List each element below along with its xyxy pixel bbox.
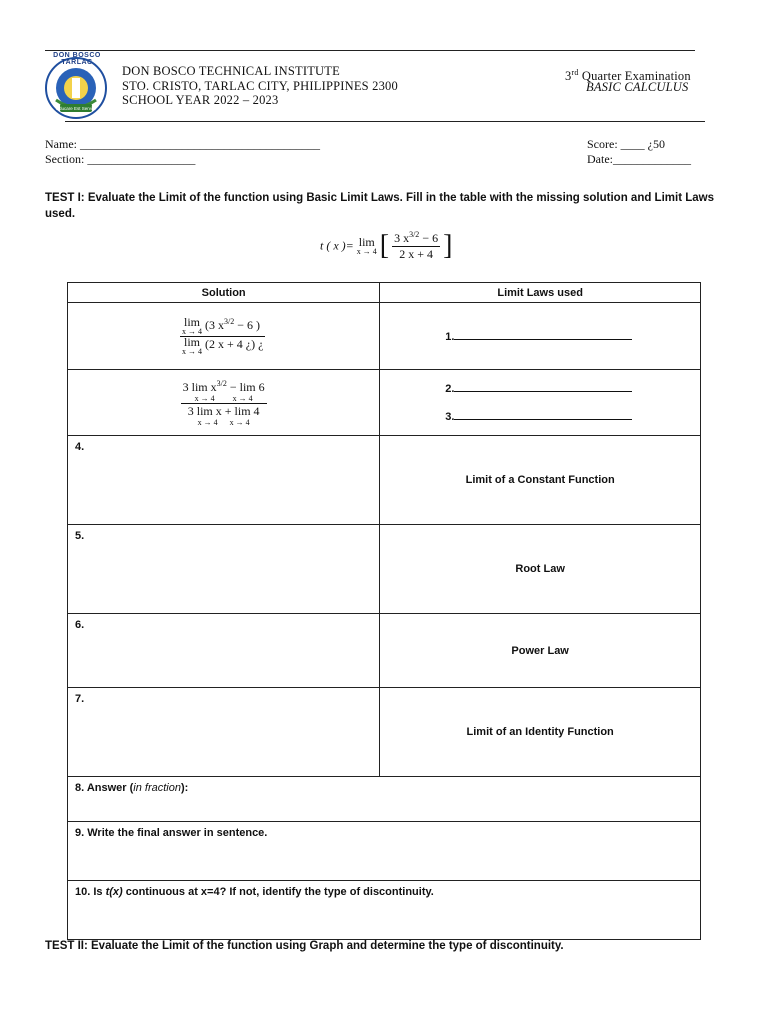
test1-instruction: TEST I: Evaluate the Limit of the function using Basic Limit Laws. Fill in the table with the missing solution and Limit Laws used. [45, 192, 714, 220]
row1-law[interactable]: 1. [380, 303, 701, 370]
row5-solution[interactable]: 5. [68, 525, 380, 614]
subject-name: BASIC CALCULUS [586, 80, 689, 94]
row6-law: Power Law [380, 614, 701, 688]
school-name: DON BOSCO TECHNICAL INSTITUTE [122, 64, 340, 78]
q10-answer[interactable]: 10. Is t(x) continuous at x=4? If not, identify the type of discontinuity. [68, 881, 701, 940]
function-formula: t ( x )= lim x → 4 [ $\frac{3 x^{3/2} - 6}{2 x + 4}$ ] [320, 230, 453, 261]
row7-law: Limit of an Identity Function [380, 688, 701, 777]
row4-law: Limit of a Constant Function [380, 436, 701, 525]
exam-title: 3rd Quarter Examination [565, 68, 691, 84]
answer-blank[interactable] [454, 381, 632, 392]
score-field[interactable]: Score: ____ ¿50 [587, 137, 665, 151]
solution-table [67, 282, 701, 940]
date-field[interactable]: Date:_____________ [587, 152, 691, 166]
header-rule [65, 121, 705, 122]
section-field[interactable]: Section: __________________ [45, 152, 196, 166]
row5-law: Root Law [380, 525, 701, 614]
name-field[interactable]: Name: ________________________________________ [45, 137, 320, 151]
row6-solution[interactable]: 6. [68, 614, 380, 688]
q8-answer[interactable]: 8. Answer (in fraction): [68, 777, 701, 822]
row1-solution: lim x → 4 (3 $x^{3/2} - 6$ ) lim x → 4 (2 x + 4 ¿) ¿ [68, 303, 380, 370]
logo-text: DON BOSCO TARLAC [53, 52, 101, 66]
logo-motto: Educare Est Servire [55, 106, 97, 111]
row2-law[interactable]: 2. 3. [380, 370, 701, 436]
row4-solution[interactable]: 4. [68, 436, 380, 525]
school-year: SCHOOL YEAR 2022 – 2023 [122, 93, 279, 107]
q9-answer[interactable]: 9. Write the final answer in sentence. [68, 822, 701, 881]
row7-solution[interactable]: 7. [68, 688, 380, 777]
answer-blank[interactable] [454, 329, 632, 340]
col-header-laws: Limit Laws used [380, 283, 701, 303]
row2-solution: 3 $\lim x^{3/2} - \lim 6$ x → 4 x → 4 3 lim x + lim 4 x → 4 x → 4 [68, 370, 380, 436]
top-rule [45, 50, 695, 51]
test2-instruction: TEST II: Evaluate the Limit of the function using Graph and determine the type of discontinuity. [45, 940, 564, 952]
answer-blank[interactable] [454, 409, 632, 420]
school-address: STO. CRISTO, TARLAC CITY, PHILIPPINES 2300 [122, 78, 398, 93]
col-header-solution: Solution [68, 283, 380, 303]
